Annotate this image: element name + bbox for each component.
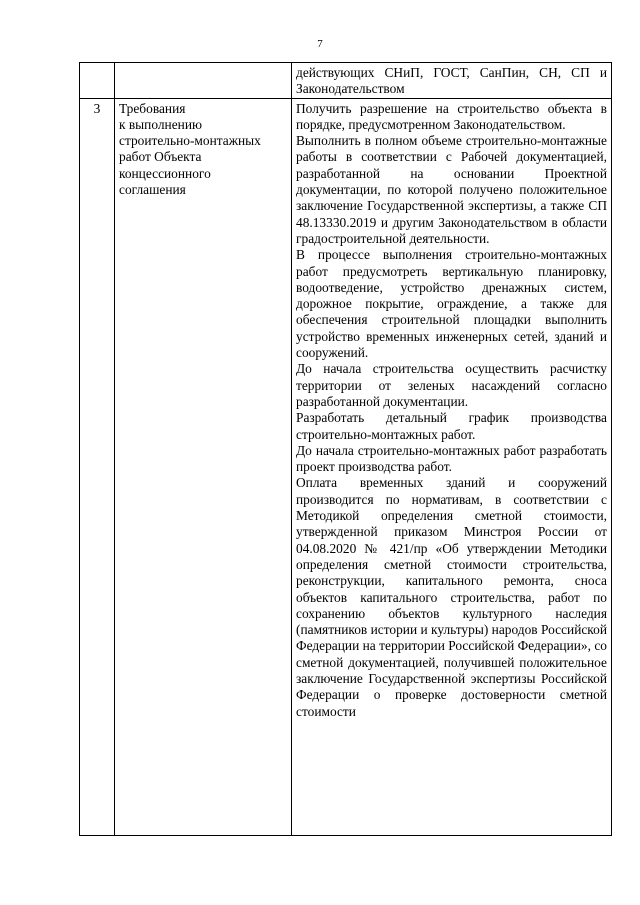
description-paragraph: До начала строительно-монтажных работ разработать проект производства работ. <box>296 442 607 475</box>
table-row-continuation <box>80 63 612 99</box>
description-paragraph: Оплата временных зданий и сооружений производится по нормативам, в соответствии с Методикой определения сметной стоимости, утвержденной приказом Минстроя России от 04.08.2020 № 421/пр «Об утверждении Методики определения сметной стоимости строительства, реконструкции, капитального ремонта, сноса объектов капитального строительства, работ по сохранению объектов культурного наследия (памятников истории и культуры) народов Российской Федерации на территории Российской Федерации», со сметной документацией, получившей положительное заключение Государственной экспертизы Российской Федерации о проверке достоверности сметной стоимости <box>296 475 607 719</box>
description-paragraph: В процессе выполнения строительно-монтажных работ предусмотреть вертикальную планировку, водоотведение, устройство дренажных систем, дорожное покрытие, ограждение, а также для обеспечения строительной площадки выполнить устройство временных инженерных сетей, зданий и сооружений. <box>296 247 607 361</box>
requirements-table <box>79 62 612 836</box>
row-description-cell <box>292 63 612 99</box>
row-name-line: к выполнению <box>119 116 202 132</box>
row-name-line: соглашения <box>119 182 186 198</box>
description-paragraph: Выполнить в полном объеме строительно-монтажные работы в соответствии с Рабочей документацией, разработанной на основании Проектной документации, по которой получено положительное заключение Государственной экспертизы, а также СП 48.13330.2019 и другим Законодательством в области градостроительной деятельности. <box>296 133 607 246</box>
description-paragraph: действующих СНиП, ГОСТ, СанПин, СН, СП и Законодательством <box>296 65 607 97</box>
row-name-cell <box>115 63 292 99</box>
row-number-cell <box>80 63 115 99</box>
row-number-cell: 3 <box>80 98 115 835</box>
row-name-line: строительно-монтажных <box>119 133 261 149</box>
row-name-line: работ Объекта <box>119 149 202 165</box>
description-paragraph: Разработать детальный график производства строительно-монтажных работ. <box>296 410 607 442</box>
description-paragraph: До начала строительства осуществить расчистку территории от зеленых насаждений согласно разработанной документации. <box>296 361 607 409</box>
row-name-line: Требования <box>119 100 186 116</box>
description-paragraph: Получить разрешение на строительство объекта в порядке, предусмотренном Законодательством. <box>296 100 607 132</box>
row-name-line: концессионного <box>119 165 211 181</box>
row-description-cell <box>292 98 612 835</box>
table-row-3 <box>80 98 612 835</box>
row-name-cell <box>115 98 292 835</box>
page-number: 7 <box>317 38 323 50</box>
